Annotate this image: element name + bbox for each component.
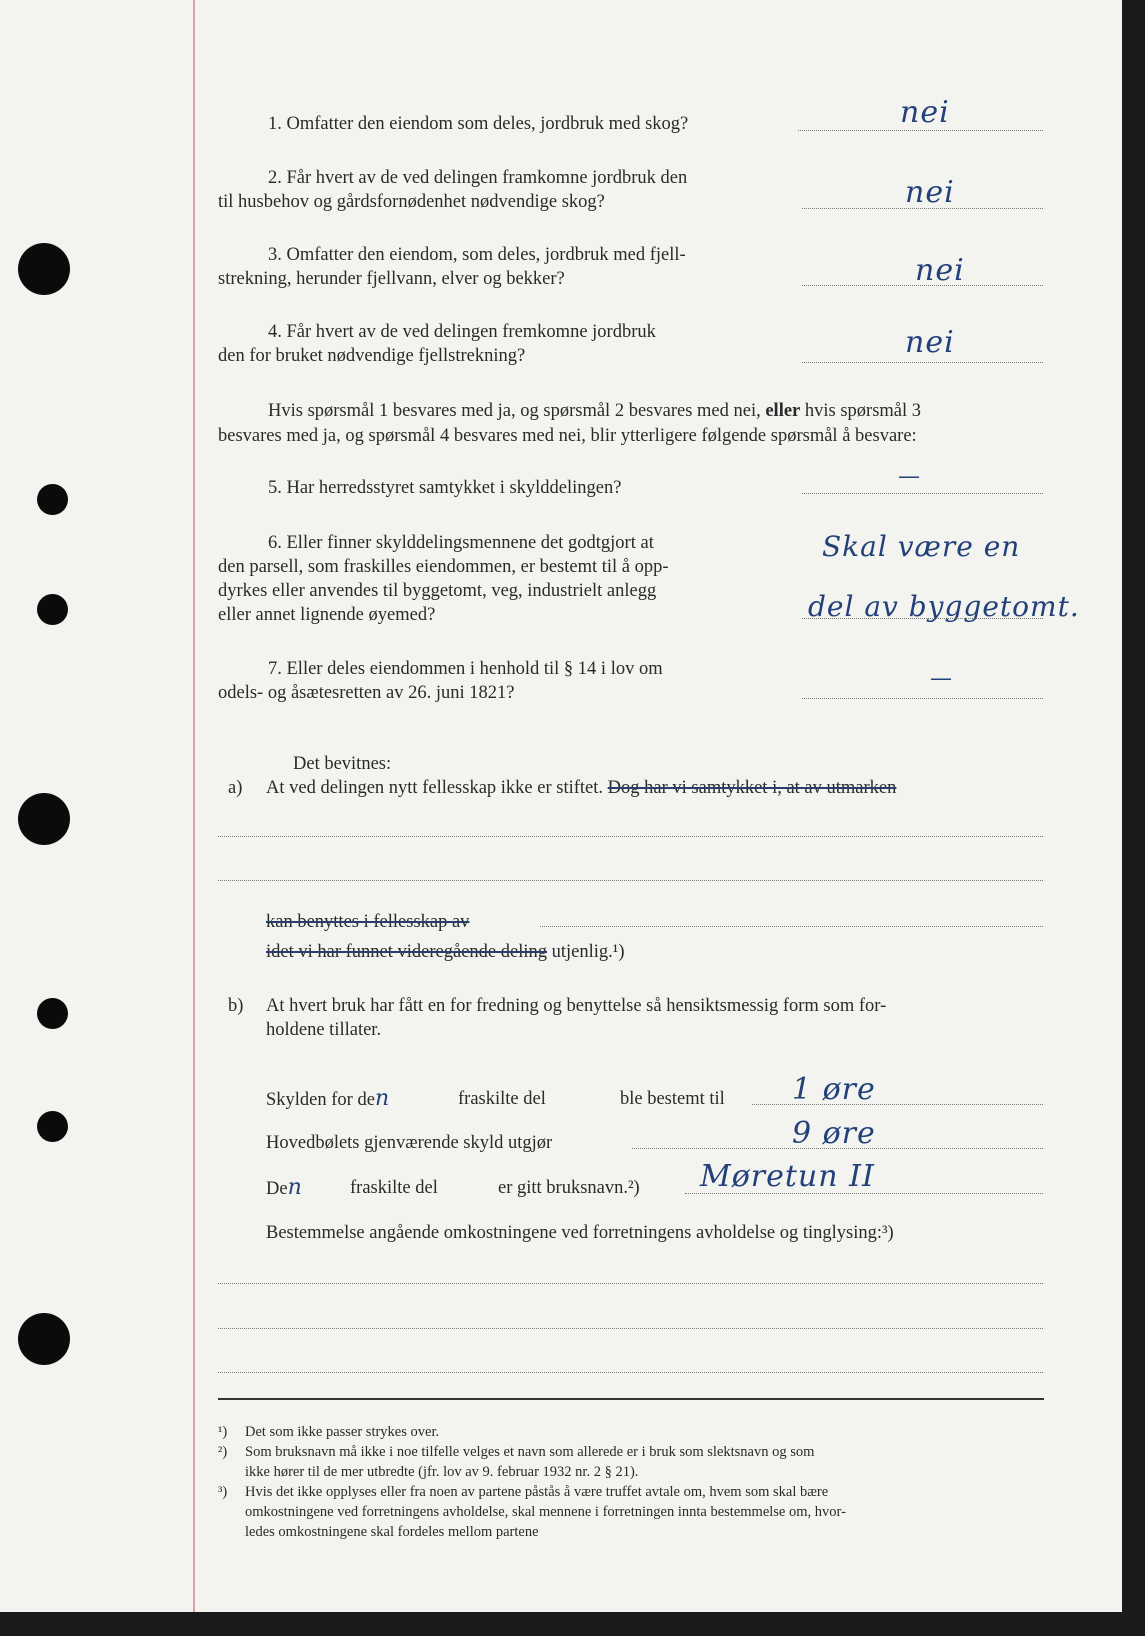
punch-hole — [37, 998, 68, 1029]
struck-line-1 — [266, 910, 469, 934]
bruksnavn-answer: Møretun II — [700, 1159, 875, 1194]
handwritten-insert: n — [287, 1175, 302, 1200]
skyld-fraskilte: fraskilte del — [458, 1089, 546, 1109]
conditional-intro-line1 — [268, 399, 921, 423]
punch-hole — [18, 793, 70, 845]
footnote-3-text: Hvis det ikke opplyses eller fra noen av partene påstås å være truffet avtale om, hvem som skal bære — [245, 1484, 829, 1500]
answer-q3: nei — [915, 253, 965, 288]
answer-line — [802, 698, 1043, 699]
question-4-line1: 4. Får hvert av de ved delingen fremkomne jordbruk — [268, 322, 656, 342]
intro-text: hvis spørsmål 3 — [800, 401, 922, 421]
struck-text: Dog har vi samtykket i, at av utmarken — [607, 778, 897, 798]
answer-q4: nei — [905, 325, 955, 360]
conditional-intro-line2: besvares med ja, og spørsmål 4 besvares med nei, blir ytterligere følgende spørsmål å besvare: — [218, 426, 917, 446]
bruksnavn-label: De — [266, 1179, 288, 1199]
bevitnes-b-label: b) — [228, 996, 244, 1016]
footnote-rule — [218, 1398, 1044, 1400]
bruksnavn-fraskilte: fraskilte del — [350, 1178, 438, 1198]
skyld-line-2: Hovedbølets gjenværende skyld utgjør — [266, 1133, 553, 1153]
skyld-answer: 1 øre — [792, 1072, 876, 1107]
blank-line — [218, 1328, 1043, 1329]
question-4-line2: den for bruket nødvendige fjellstrekning? — [218, 346, 526, 366]
skyld-bestemt: ble bestemt til — [620, 1089, 725, 1109]
question-7-line2: odels- og åsætesretten av 26. juni 1821? — [218, 683, 515, 703]
answer-q1: nei — [900, 95, 950, 130]
footnote-2-mark: ²) — [218, 1444, 228, 1460]
question-3-line2: strekning, herunder fjellvann, elver og bekker? — [218, 269, 565, 289]
punch-hole — [37, 594, 68, 625]
struck-line-2 — [266, 940, 624, 964]
skyld-line-4: Bestemmelse angående omkostningene ved forretningens avholdelse og tinglysing:³) — [266, 1223, 894, 1243]
punch-hole — [18, 1313, 70, 1365]
question-2-line1: 2. Får hvert av de ved delingen framkomne jordbruk den — [268, 168, 688, 188]
bevitnes-b-line2: holdene tillater. — [266, 1020, 382, 1040]
bevitnes-a-statement: At ved delingen nytt fellesskap ikke er stiftet. — [266, 778, 604, 798]
question-6-line1: 6. Eller finner skylddelingsmennene det godtgjort at — [268, 533, 654, 553]
bevitnes-heading: Det bevitnes: — [293, 754, 392, 774]
footnote-3-text: ledes omkostningene skal fordeles mellom partene — [245, 1524, 539, 1540]
footnote-1-text: Det som ikke passer strykes over. — [245, 1424, 440, 1440]
question-6-line3: dyrkes eller anvendes til byggetomt, veg, industrielt anlegg — [218, 581, 657, 601]
question-2-line2: til husbehov og gårdsfornødenhet nødvendige skog? — [218, 192, 605, 212]
footnote-3-mark: ³) — [218, 1484, 228, 1500]
question-1: 1. Omfatter den eiendom som deles, jordbruk med skog? — [268, 114, 689, 134]
bevitnes-a-text — [266, 776, 896, 800]
bruksnavn-gitt: er gitt bruksnavn.²) — [498, 1178, 640, 1198]
intro-text: Hvis spørsmål 1 besvares med ja, og spørsmål 2 besvares med nei, — [268, 401, 766, 421]
punch-hole — [37, 1111, 68, 1142]
bevitnes-a-label: a) — [228, 778, 243, 798]
struck-text: kan benyttes i fellesskap av — [266, 912, 470, 932]
struck-text: idet vi har funnet videregående deling — [266, 942, 547, 962]
answer-line — [802, 493, 1043, 494]
question-5: 5. Har herredsstyret samtykket i skylddelingen? — [268, 478, 622, 498]
answer-q6-line2: del av byggetomt. — [808, 590, 1080, 623]
utjenlig-text: utjenlig.¹) — [547, 942, 625, 962]
answer-line — [798, 130, 1043, 131]
punch-hole — [37, 484, 68, 515]
footnote-1-mark: ¹) — [218, 1424, 228, 1440]
footnote-2-text: Som bruksnavn må ikke i noe tilfelle velges et navn som allerede er i bruk som slektsnavn og som — [245, 1444, 815, 1460]
skyld-line-1 — [266, 1087, 389, 1112]
handwritten-insert: n — [374, 1086, 390, 1111]
skyld-line-3 — [266, 1176, 302, 1201]
margin-line — [193, 0, 195, 1612]
answer-q5: — — [898, 464, 921, 489]
blank-line — [540, 926, 1043, 927]
answer-line — [802, 362, 1043, 363]
blank-line — [218, 1283, 1043, 1284]
hovedbol-answer: 9 øre — [792, 1116, 876, 1151]
blank-line — [218, 1372, 1043, 1373]
footnote-2-text: ikke hører til de mer utbredte (jfr. lov av 9. februar 1932 nr. 2 § 21). — [245, 1464, 639, 1480]
answer-q6-line1: Skal være en — [822, 530, 1021, 563]
question-6-line4: eller annet lignende øyemed? — [218, 605, 436, 625]
skyld-label: Skylden for de — [266, 1090, 375, 1110]
blank-line — [218, 880, 1043, 881]
answer-q2: nei — [905, 175, 955, 210]
intro-bold-eller: eller — [765, 401, 801, 421]
question-7-line1: 7. Eller deles eiendommen i henhold til § 14 i lov om — [268, 659, 663, 679]
punch-hole — [18, 243, 70, 295]
blank-line — [218, 836, 1043, 837]
question-3-line1: 3. Omfatter den eiendom, som deles, jordbruk med fjell- — [268, 245, 686, 265]
footnote-3-text: omkostningene ved forretningens avholdelse, skal mennene i forretningen innta bestemmelse om, hvor- — [245, 1504, 846, 1520]
bevitnes-b-line1: At hvert bruk har fått en for fredning og benyttelse så hensiktsmessig form som for- — [266, 996, 887, 1016]
answer-q7: — — [930, 666, 953, 691]
question-6-line2: den parsell, som fraskilles eiendommen, er bestemt til å opp- — [218, 557, 669, 577]
answer-line — [802, 618, 1043, 619]
